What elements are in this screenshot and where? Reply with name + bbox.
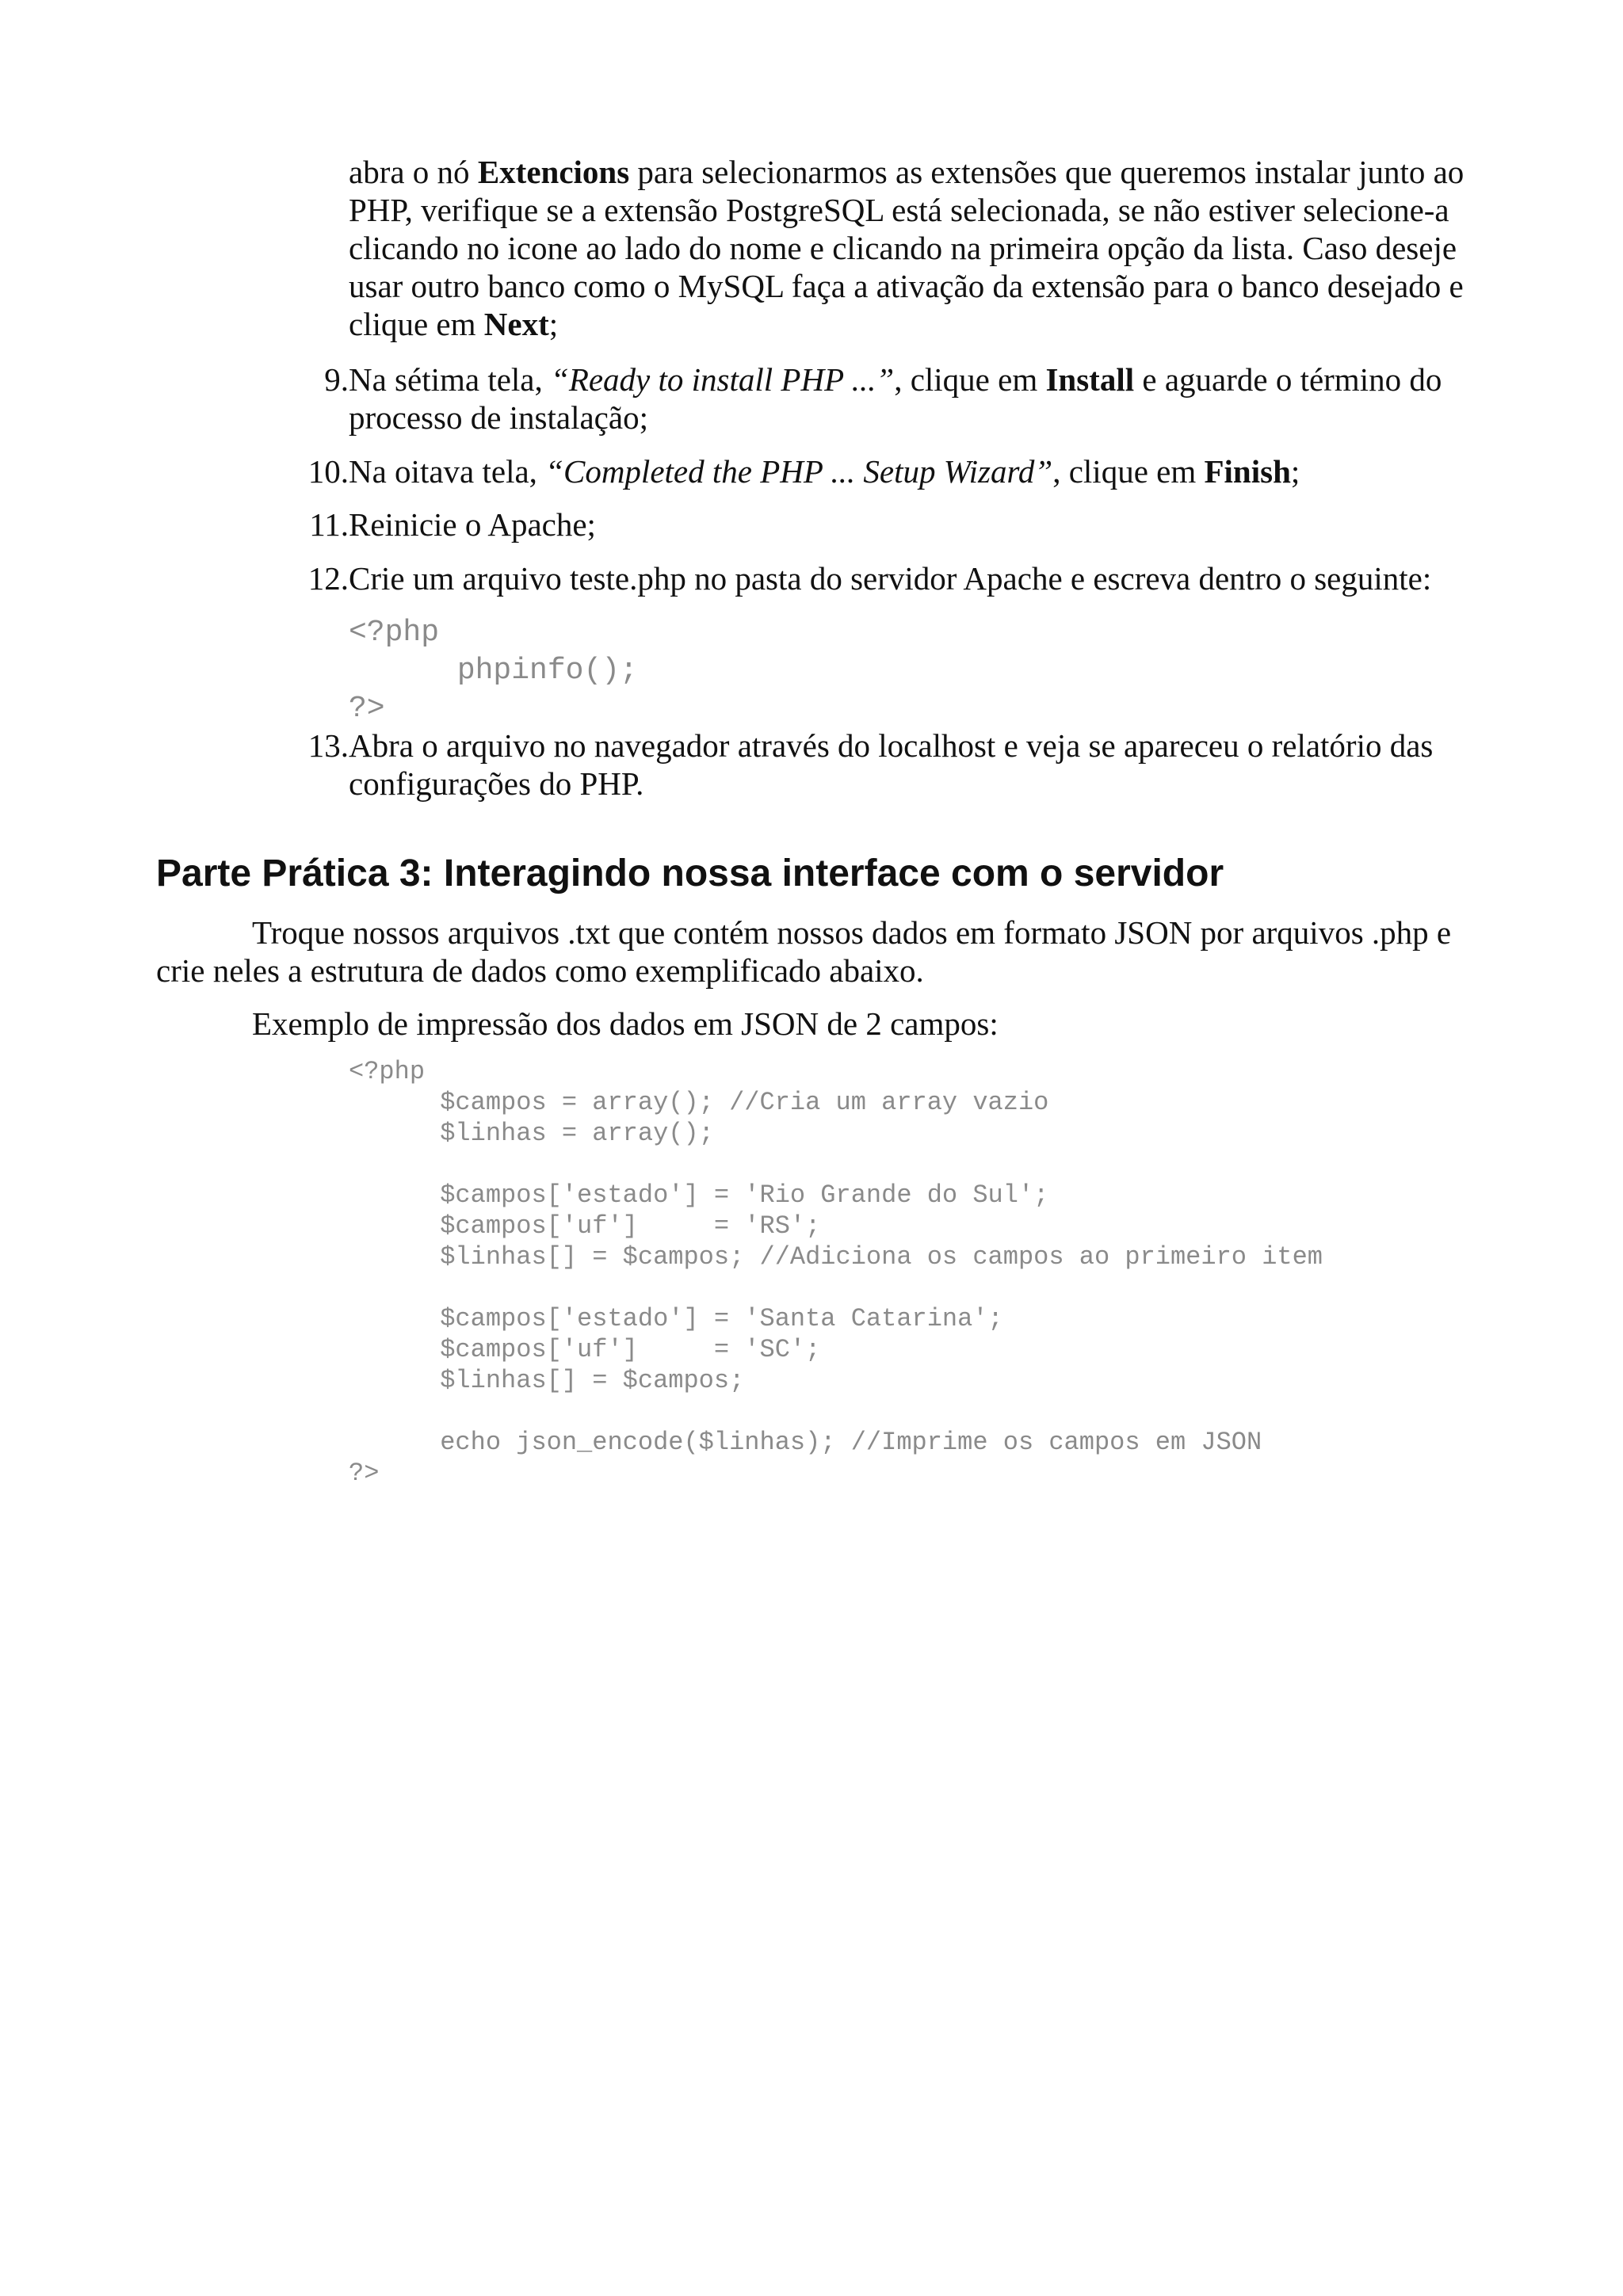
italic-term: “Ready to install PHP ...”	[551, 361, 895, 398]
text: abra o nó	[349, 154, 478, 190]
text: ;	[1290, 453, 1300, 490]
bold-term: Install	[1045, 361, 1135, 398]
section-paragraph: Troque nossos arquivos .txt que contém nossos dados em formato JSON por arquivos .php e crie neles a estrutura de dados como exemplificado abaixo.	[156, 914, 1452, 989]
continuation-paragraph	[349, 153, 1490, 343]
list-number: 11.	[309, 506, 349, 543]
text: Na sétima tela,	[349, 361, 552, 398]
bold-term: Finish	[1204, 453, 1291, 490]
list-text: Abra o arquivo no navegador através do localhost e veja se apareceu o relatório das configurações do PHP.	[349, 727, 1434, 802]
code-block-json-example: <?php $campos = array(); //Cria um array vazio $linhas = array(); $campos['estado'] = 'Rio Grande do Sul'; $campos['uf'] = 'RS'; $linhas[] = $campos; //Adiciona os campos ao primeiro item $campos['estado'] = 'Santa Catarina'; $campos['uf'] = 'SC'; $linhas[] = $campos; echo json_encode($linhas); //Imprime os campos em JSON ?>	[349, 1057, 1323, 1488]
list-text	[349, 452, 1498, 490]
list-number: 13.	[307, 727, 349, 764]
text: , clique em	[894, 361, 1046, 398]
list-number: 12.	[307, 560, 349, 597]
text: ;	[548, 306, 559, 342]
bold-term: Extencions	[477, 154, 630, 190]
code-block-phpinfo: <?php phpinfo(); ?>	[349, 616, 638, 726]
italic-term: “Completed the PHP ... Setup Wizard”	[545, 453, 1053, 490]
section-heading: Parte Prática 3: Interagindo nossa interface com o servidor	[156, 852, 1224, 894]
list-text: Reinicie o Apache;	[349, 506, 596, 543]
list-text: Crie um arquivo teste.php no pasta do servidor Apache e escreva dentro o seguinte:	[349, 560, 1432, 597]
bold-term: Next	[483, 306, 549, 342]
text: Na oitava tela,	[349, 453, 546, 490]
text: e aguarde o término do processo de instalação;	[349, 361, 1442, 436]
list-number: 10.	[307, 453, 349, 490]
list-number: 9.	[324, 361, 349, 398]
section-paragraph: Exemplo de impressão dos dados em JSON de 2 campos:	[252, 1005, 999, 1042]
list-text	[349, 360, 1498, 437]
text: , clique em	[1052, 453, 1205, 490]
text: para selecionarmos as extensões que queremos instalar junto ao PHP, verifique se a extensão PostgreSQL está selecionada, se não estiver selecione-a clicando no icone ao lado do nome e clicando na primeira opção da lista. Caso deseje usar outro banco como o MySQL faça a ativação da extensão para o banco desejado e clique em	[349, 154, 1465, 342]
